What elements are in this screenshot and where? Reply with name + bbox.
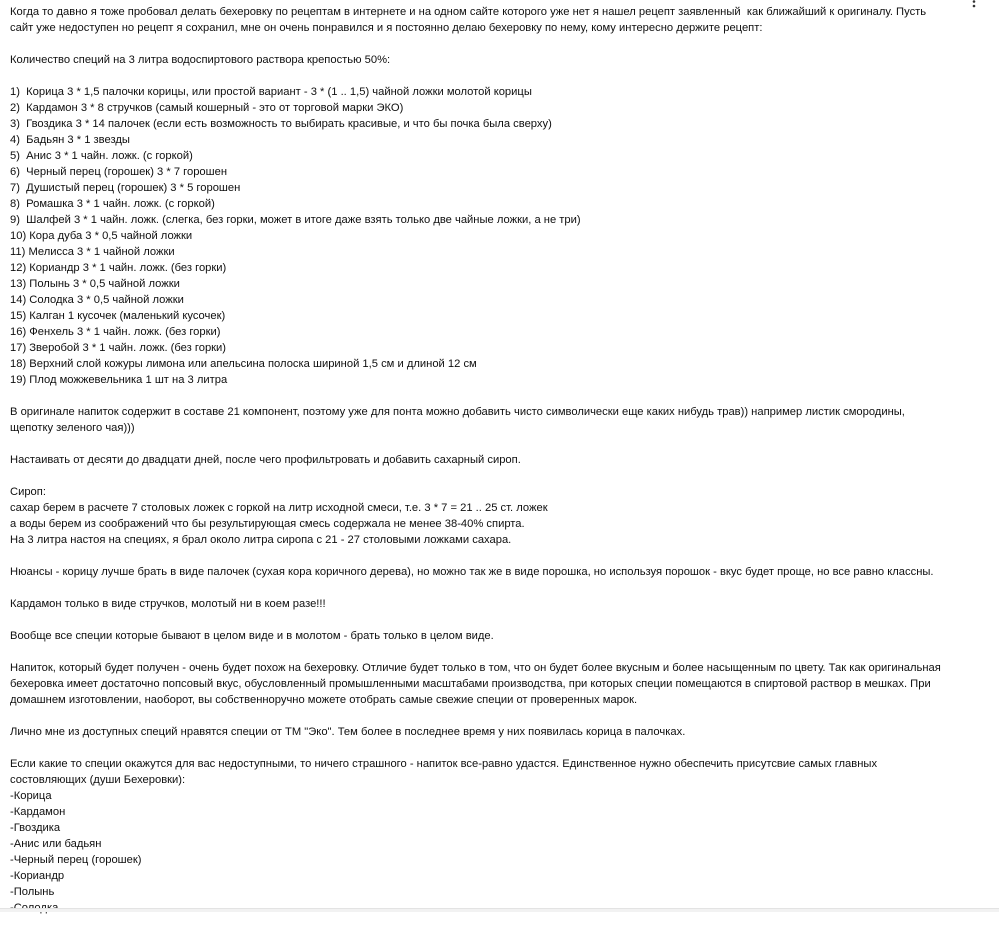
comment-line [10, 68, 955, 84]
comment-line [10, 708, 955, 724]
comment-line: В оригинале напиток содержит в составе 21 компонент, поэтому уже для понта можно добавить чисто символически еще каких нибудь трав)) например листик смородины, [10, 406, 905, 418]
comment-line: Когда то давно я тоже пробовал делать бехеровку по рецептам в интернете и на одном сайте которого уже нет я нашел рецепт заявленный как ближайший к оригиналу. Пусть [10, 6, 927, 18]
recipe-item: 5) Анис 3 * 1 чайн. ложк. (с горкой) [10, 150, 193, 162]
comment-line: Количество специй на 3 литра водоспиртового раствора крепостью 50%: [10, 54, 391, 66]
comment-line: Настаивать от десяти до двадцати дней, после чего профильтровать и добавить сахарный сироп. [10, 454, 521, 466]
comment-line: щепотку зеленого чая))) [10, 422, 135, 434]
comment-line: Сироп: [10, 486, 46, 498]
recipe-item: 13) Полынь 3 * 0,5 чайной ложки [10, 278, 180, 290]
comment-line: Вообще все специи которые бывают в целом виде и в молотом - брать только в целом виде. [10, 630, 494, 642]
recipe-item: 6) Черный перец (горошек) 3 * 7 горошен [10, 166, 228, 178]
comment-line: -Корица [10, 790, 52, 802]
spice-list-item: -Кардамон [10, 806, 66, 818]
spice-list-item: -Черный перец (горошек) [10, 854, 142, 866]
recipe-item: 19) Плод можжевельника 1 шт на 3 литра [10, 374, 228, 386]
recipe-item: 10) Кора дуба 3 * 0,5 чайной ложки [10, 230, 193, 242]
recipe-item: 15) Калган 1 кусочек (маленький кусочек) [10, 310, 226, 322]
recipe-item: 17) Зверобой 3 * 1 чайн. ложк. (без горки) [10, 342, 227, 354]
spice-list-item: -Кориандр [10, 870, 65, 882]
comment-line: а воды берем из соображений что бы результирующая смесь содержала не менее 38-40% спирта. [10, 518, 525, 530]
comment-line [10, 388, 955, 404]
comment-line [10, 612, 955, 628]
page-bottom-divider [0, 908, 999, 912]
comment-line: домашнем изготовлении, наоборот, вы собственноручно можете отобрать самые свежие специи от проверенных марок. [10, 694, 638, 706]
spice-list-item: -Анис или бадьян [10, 838, 102, 850]
comment-line [10, 548, 955, 564]
spice-list-item [10, 916, 955, 932]
recipe-item: 2) Кардамон 3 * 8 стручков (самый кошерный - это от торговой марки ЭКО) [10, 102, 404, 114]
comment-line [10, 580, 955, 596]
recipe-item: 7) Душистый перец (горошек) 3 * 5 горошен [10, 182, 241, 194]
comment-line [10, 468, 955, 484]
recipe-item: 9) Шалфей 3 * 1 чайн. ложк. (слегка, без горки, может в итоге даже взять только две чайные ложки, а не три) [10, 214, 581, 226]
spice-list-item: -Полынь [10, 886, 55, 898]
comment-line [10, 36, 955, 52]
recipe-item: 16) Фенхель 3 * 1 чайн. ложк. (без горки) [10, 326, 221, 338]
comment-line: Напиток, который будет получен - очень будет похож на бехеровку. Отличие будет только в том, что он будет более вкусным и более насыщенным по цвету. Так как оригинальная [10, 662, 941, 674]
comment-line: Нюансы - корицу лучше брать в виде палочек (сухая кора коричного дерева), но можно так же в виде порошка, но используя порошок - вкус будет проще, но все равно классны. [10, 566, 934, 578]
comment-line [10, 436, 955, 452]
comment-line: сайт уже недоступен но рецепт я сохранил, мне он очень понравился и я постоянно делаю бехеровку по нему, кому интересно держите рецепт: [10, 22, 763, 34]
spice-list-item: -Гвоздика [10, 822, 61, 834]
recipe-item: 8) Ромашка 3 * 1 чайн. ложк. (с горкой) [10, 198, 215, 210]
recipe-item: 1) Корица 3 * 1,5 палочки корицы, или простой вариант - 3 * (1 .. 1,5) чайной ложки молотой корицы [10, 86, 532, 98]
recipe-item: 18) Верхний слой кожуры лимона или апельсина полоска шириной 1,5 см и длиной 12 см [10, 358, 477, 370]
recipe-item: 12) Кориандр 3 * 1 чайн. ложк. (без горки) [10, 262, 227, 274]
comment-action-menu-button[interactable] [962, 0, 986, 14]
recipe-item: 14) Солодка 3 * 0,5 чайной ложки [10, 294, 184, 306]
comment-line [10, 740, 955, 756]
comment-line: сахар берем в расчете 7 столовых ложек с горкой на литр исходной смеси, т.е. 3 * 7 = 21 .. 25 ст. ложек [10, 502, 548, 514]
comment-line: Кардамон только в виде стручков, молотый ни в коем разе!!! [10, 598, 326, 610]
more-vertical-icon[interactable] [972, 0, 976, 12]
comment-line: Лично мне из доступных специй нравятся специи от ТМ "Эко". Тем более в последнее время у них появилась корица в палочках. [10, 726, 686, 738]
comment-line: бехеровка имеет достаточно попсовый вкус, обусловленный промышленными масштабами производства, при которых специи помещаются в спиртовой раствор в мешках. При [10, 678, 931, 690]
comment-line: На 3 литра настоя на специях, я брал около литра сиропа с 21 - 27 столовыми ложками сахара. [10, 534, 512, 546]
recipe-item: 3) Гвоздика 3 * 14 палочек (если есть возможность то выбирать красивые, и что бы почка была сверху) [10, 118, 552, 130]
recipe-item: 11) Мелисса 3 * 1 чайной ложки [10, 246, 175, 258]
comment-line [10, 644, 955, 660]
comment-line: состовляющих (души Бехеровки): [10, 774, 186, 786]
recipe-item: 4) Бадьян 3 * 1 звезды [10, 134, 130, 146]
comment-line: Если какие то специи окажутся для вас недоступными, то ничего страшного - напиток все-равно удастся. Единственное нужно обеспечить присутсвие самых главных [10, 758, 878, 770]
comment-body [10, 4, 955, 932]
